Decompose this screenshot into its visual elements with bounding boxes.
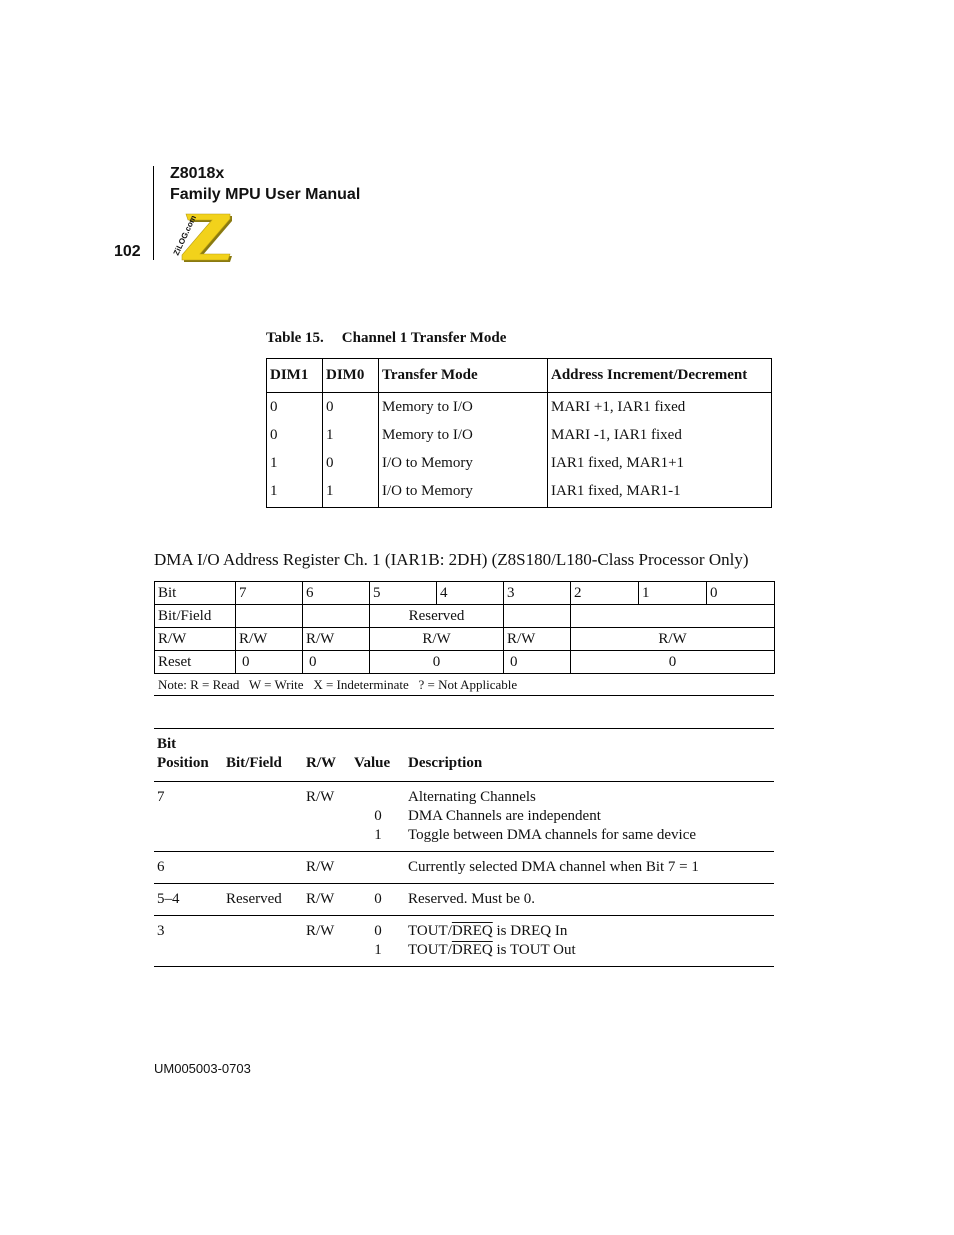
table-cell: MARI -1, IAR1 fixed (548, 423, 772, 451)
header-text: Bit (157, 736, 177, 752)
rw-cell: R/W (370, 628, 504, 651)
register-map-table (154, 581, 775, 674)
bit-description-table (154, 728, 774, 967)
bit-number: 5 (370, 582, 437, 605)
rw-cell: R/W (571, 628, 775, 651)
rw-cell: R/W (504, 628, 571, 651)
description (405, 782, 774, 852)
column-header-description: Description (405, 729, 774, 782)
rw-cell: R/W (236, 628, 303, 651)
description-line (408, 922, 771, 941)
bit-position: 7 (154, 782, 223, 852)
table15-caption (266, 330, 506, 347)
bit-position: 5–4 (154, 884, 223, 916)
table-cell: Memory to I/O (379, 393, 548, 424)
bit-number: 4 (437, 582, 504, 605)
description: Currently selected DMA channel when Bit 7 = 1 (405, 852, 774, 884)
table-row (267, 423, 772, 451)
value-line: 1 (374, 827, 382, 843)
description-text: is DREQ In (492, 923, 568, 939)
row-label: Reset (155, 651, 236, 674)
description (405, 916, 774, 967)
bit-field (223, 852, 303, 884)
column-header-rw: R/W (303, 729, 351, 782)
description-line: Alternating Channels (408, 789, 536, 805)
rw: R/W (303, 916, 351, 967)
description-line: DMA Channels are independent (408, 808, 601, 824)
column-header-value: Value (351, 729, 405, 782)
transfer-mode-table (266, 358, 772, 508)
column-header: Transfer Mode (379, 359, 548, 393)
bit-field (223, 782, 303, 852)
reset-cell: 0 (571, 651, 775, 674)
value-line: 1 (374, 942, 382, 958)
bit-field: Reserved (223, 884, 303, 916)
column-header: Address Increment/Decrement (548, 359, 772, 393)
table-cell: MARI +1, IAR1 fixed (548, 393, 772, 424)
table-row (267, 393, 772, 424)
value (351, 916, 405, 967)
value-line (354, 788, 402, 807)
active-low-signal: DREQ (451, 942, 493, 958)
description-text: is TOUT Out (492, 942, 576, 958)
signal-name: TOUT/ (408, 923, 452, 939)
value (351, 782, 405, 852)
table-cell: 0 (267, 423, 323, 451)
active-low-signal: DREQ (451, 923, 493, 939)
reserved-field: Reserved (370, 605, 504, 628)
field-cell (504, 605, 571, 628)
header-rule (153, 166, 154, 260)
reset-cell: 0 (370, 651, 504, 674)
field-cell (236, 605, 303, 628)
bit-number: 3 (504, 582, 571, 605)
value (351, 852, 405, 884)
register-reset-row (155, 651, 775, 674)
signal-name: TOUT/ (408, 942, 452, 958)
column-header-bit-field: Bit/Field (223, 729, 303, 782)
table15-caption-number: Table 15. (266, 330, 324, 346)
bit-field (223, 916, 303, 967)
table-cell: IAR1 fixed, MAR1-1 (548, 479, 772, 508)
table-row (154, 852, 774, 884)
rw: R/W (303, 782, 351, 852)
row-label: Bit (155, 582, 236, 605)
table-cell: 1 (267, 479, 323, 508)
register-bit-row (155, 582, 775, 605)
value-line: 0 (374, 923, 382, 939)
zilog-logo (168, 210, 234, 262)
table-cell: 0 (323, 451, 379, 479)
table-cell: Memory to I/O (379, 423, 548, 451)
description-line: Toggle between DMA channels for same device (408, 827, 697, 843)
rw-cell: R/W (303, 628, 370, 651)
table-cell: I/O to Memory (379, 451, 548, 479)
value-line: 0 (374, 808, 382, 824)
table-row (267, 451, 772, 479)
table-cell: 1 (323, 423, 379, 451)
header-title (170, 163, 360, 205)
logo-text: ZiLOG.com (171, 213, 199, 257)
register-field-row (155, 605, 775, 628)
table-cell: IAR1 fixed, MAR1+1 (548, 451, 772, 479)
description: Reserved. Must be 0. (405, 884, 774, 916)
bit-number: 6 (303, 582, 370, 605)
field-cell (303, 605, 370, 628)
header-product: Z8018x (170, 165, 225, 182)
bit-number: 2 (571, 582, 639, 605)
table-row (154, 782, 774, 852)
table-row (267, 479, 772, 508)
field-cell (571, 605, 775, 628)
bit-number: 7 (236, 582, 303, 605)
column-header: DIM0 (323, 359, 379, 393)
rw: R/W (303, 852, 351, 884)
register-note (154, 675, 774, 696)
table-header-row (267, 359, 772, 393)
column-header-bit-position (154, 729, 223, 782)
table-row (154, 916, 774, 967)
header-text: Position (157, 755, 209, 771)
value: 0 (351, 884, 405, 916)
table-cell: I/O to Memory (379, 479, 548, 508)
register-title: DMA I/O Address Register Ch. 1 (IAR1B: 2DH) (Z8S180/L180-Class Processor Only) (154, 550, 749, 569)
header-manual: Family MPU User Manual (170, 186, 361, 203)
table-cell: 0 (323, 393, 379, 424)
row-label: Bit/Field (155, 605, 236, 628)
table-header-row (154, 729, 774, 782)
table-cell: 1 (267, 451, 323, 479)
page-number: 102 (114, 243, 141, 260)
bit-position: 3 (154, 916, 223, 967)
table-row (154, 884, 774, 916)
bit-number: 0 (707, 582, 775, 605)
note-text: Note: R = Read W = Write X = Indeterminate ? = Not Applicable (158, 677, 518, 692)
row-label: R/W (155, 628, 236, 651)
column-header: DIM1 (267, 359, 323, 393)
table15-caption-title: Channel 1 Transfer Mode (341, 330, 507, 346)
reset-cell: 0 (236, 651, 303, 674)
table-cell: 1 (323, 479, 379, 508)
document-id: UM005003-0703 (154, 1061, 251, 1076)
description-line (408, 941, 771, 960)
reset-cell: 0 (504, 651, 571, 674)
bit-position: 6 (154, 852, 223, 884)
table-cell: 0 (267, 393, 323, 424)
rw: R/W (303, 884, 351, 916)
bit-number: 1 (639, 582, 707, 605)
register-rw-row (155, 628, 775, 651)
reset-cell: 0 (303, 651, 370, 674)
